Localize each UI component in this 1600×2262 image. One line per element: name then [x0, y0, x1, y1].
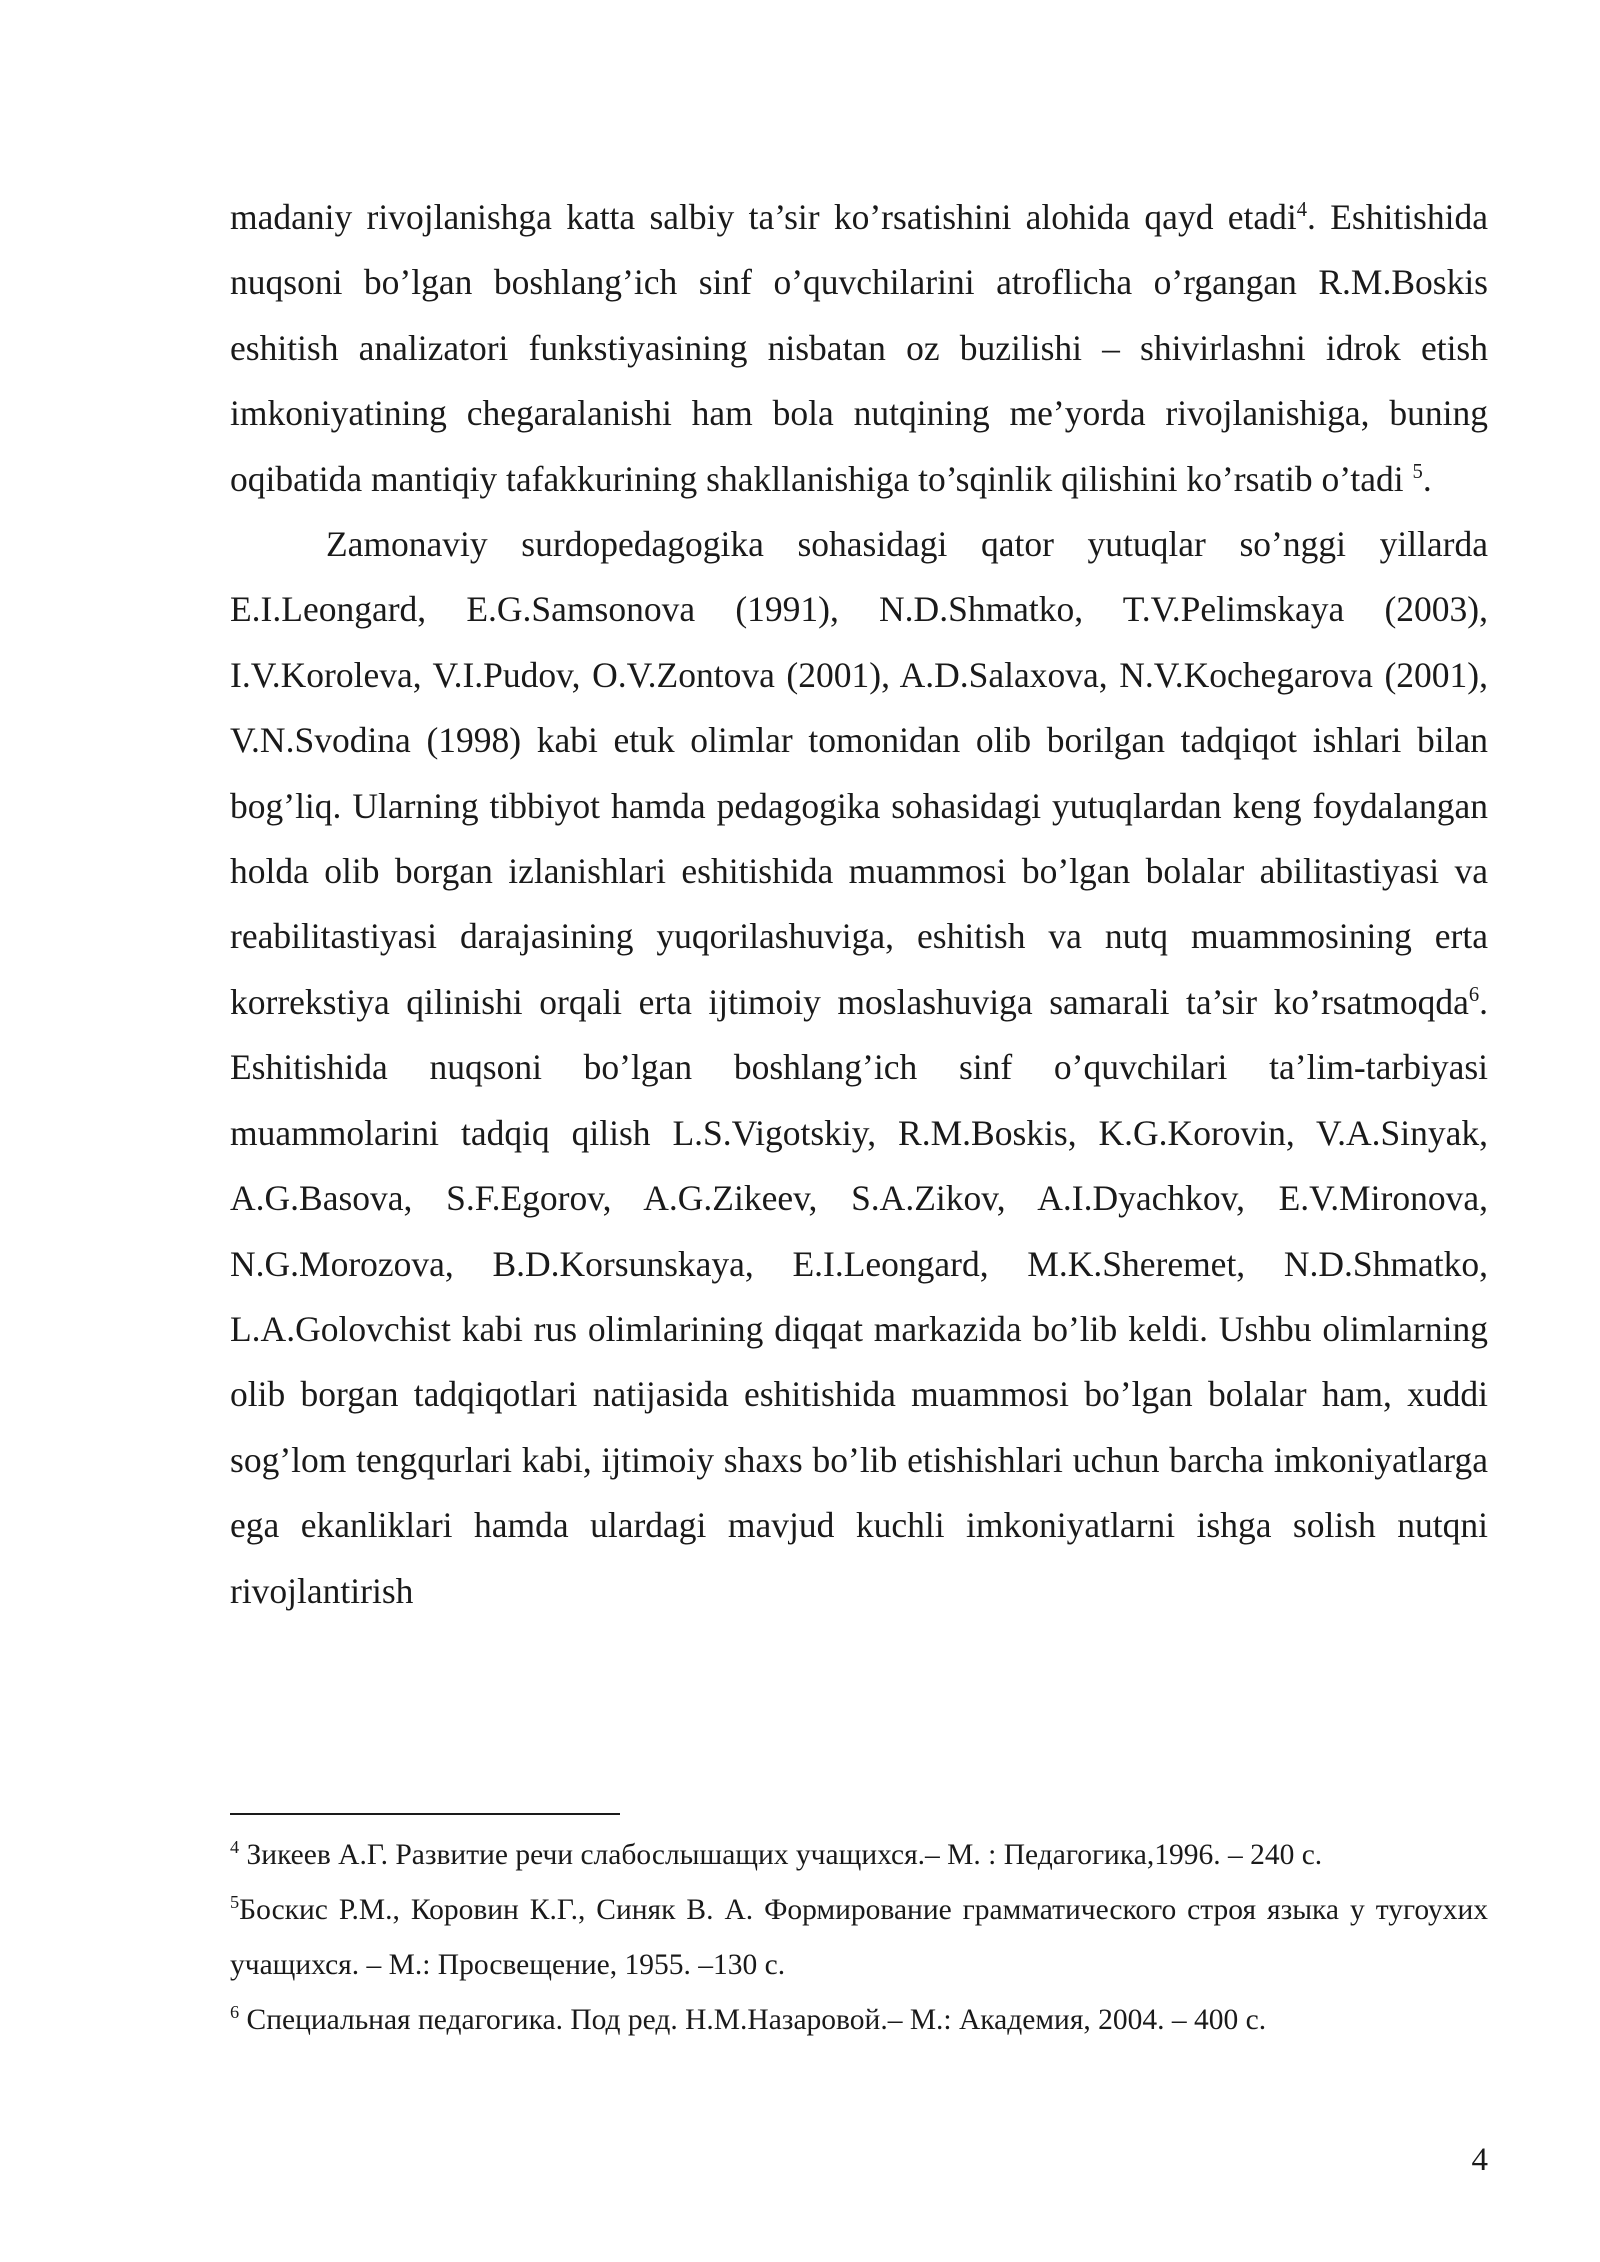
- footnote-text: Специальная педагогика. Под ред. Н.М.Назаровой.– М.: Академия, 2004. – 400 с.: [239, 2004, 1267, 2036]
- main-text: [230, 185, 1488, 1624]
- text-run: Zamonaviy surdopedagogika sohasidagi qator yutuqlar so’nggi yillarda E.I.Leongard, E.G.Samsonova (1991), N.D.Shmatko, T.V.Pelimskaya (2003), I.V.Koroleva, V.I.Pudov, O.V.Zontova (2001), A.D.Salaxova, N.V.Kochegarova (2001), V.N.Svodina (1998) kabi etuk olimlar tomonidan olib borilgan tadqiqot ishlari bilan bog’liq. Ularning tibbiyot hamda pedagogika sohasidagi yutuqlardan keng foydalangan holda olib borgan izlanishlari eshitishida muammosi bo’lgan bolalar abilitastiyasi va reabilitastiyasi darajasining yuqorilashuviga, eshitish va nutq muammosining erta korrekstiya qilinishi orqali erta ijtimoiy moslashuviga samarali ta’sir ko’rsatmoqda: [230, 524, 1488, 1022]
- footnote-reference: 4: [1296, 199, 1308, 222]
- footnote-marker: 6: [230, 2002, 240, 2023]
- text-run: .: [1422, 458, 1432, 499]
- paragraph: [230, 512, 1488, 1624]
- paragraph: [230, 185, 1488, 512]
- text-run: . Eshitishida nuqsoni bo’lgan boshlang’ich sinf o’quvchilarini atroflicha o’rgangan R.M.Boskis eshitish analizatori funkstiyasining nisbatan oz buzilishi – shivirlashni idrok etish imkoniyatining chegaralanishi ham bola nutqining me’yorda rivojlanishiga, buning oqibatida mantiqiy tafakkurining shakllanishiga to’sqinlik qilishini ko’rsatib o’tadi: [230, 197, 1488, 499]
- footnote-marker: 4: [230, 1837, 240, 1858]
- text-run: madaniy rivojlanishga katta salbiy ta’sir ko’rsatishini alohida qayd etadi: [230, 197, 1297, 237]
- footnote-item: [230, 1828, 1488, 1883]
- footnote-reference: 6: [1468, 984, 1480, 1007]
- footnotes: [230, 1828, 1488, 2048]
- footnote-text: Боскис Р.М., Коровин К.Г., Синяк В. А. Формирование грамматического строя языка у тугоухих учащихся. – М.: Просвещение, 1955. –130 с.: [230, 1894, 1488, 1981]
- footnote-text: Зикеев А.Г. Развитие речи слабослышащих учащихся.– М. : Педагогика,1996. – 240 с.: [239, 1839, 1323, 1871]
- footnote-marker: 5: [230, 1892, 240, 1913]
- footnote-item: [230, 1993, 1488, 2048]
- page-number: 4: [1471, 2142, 1488, 2178]
- footnote-item: [230, 1883, 1488, 1993]
- text-run: . Eshitishida nuqsoni bo’lgan boshlang’ich sinf o’quvchilari ta’lim-tarbiyasi muammolarini tadqiq qilish L.S.Vigotskiy, R.M.Boskis, K.G.Korovin, V.A.Sinyak, A.G.Basova, S.F.Egorov, A.G.Zikeev, S.A.Zikov, A.I.Dyachkov, E.V.Mironova, N.G.Morozova, B.D.Korsunskaya, E.I.Leongard, M.K.Sheremet, N.D.Shmatko, L.A.Golovchist kabi rus olimlarining diqqat markazida bo’lib keldi. Ushbu olimlarning olib borgan tadqiqotlari natijasida eshitishida muammosi bo’lgan bolalar ham, xuddi sog’lom tengqurlari kabi, ijtimoiy shaxs bo’lib etishishlari uchun barcha imkoniyatlarga ega ekanliklari hamda ulardagi mavjud kuchli imkoniyatlarni ishga solish nutqni rivojlantirish: [230, 981, 1488, 1611]
- footnote-reference: 5: [1412, 460, 1423, 483]
- footnote-separator: [230, 1813, 620, 1815]
